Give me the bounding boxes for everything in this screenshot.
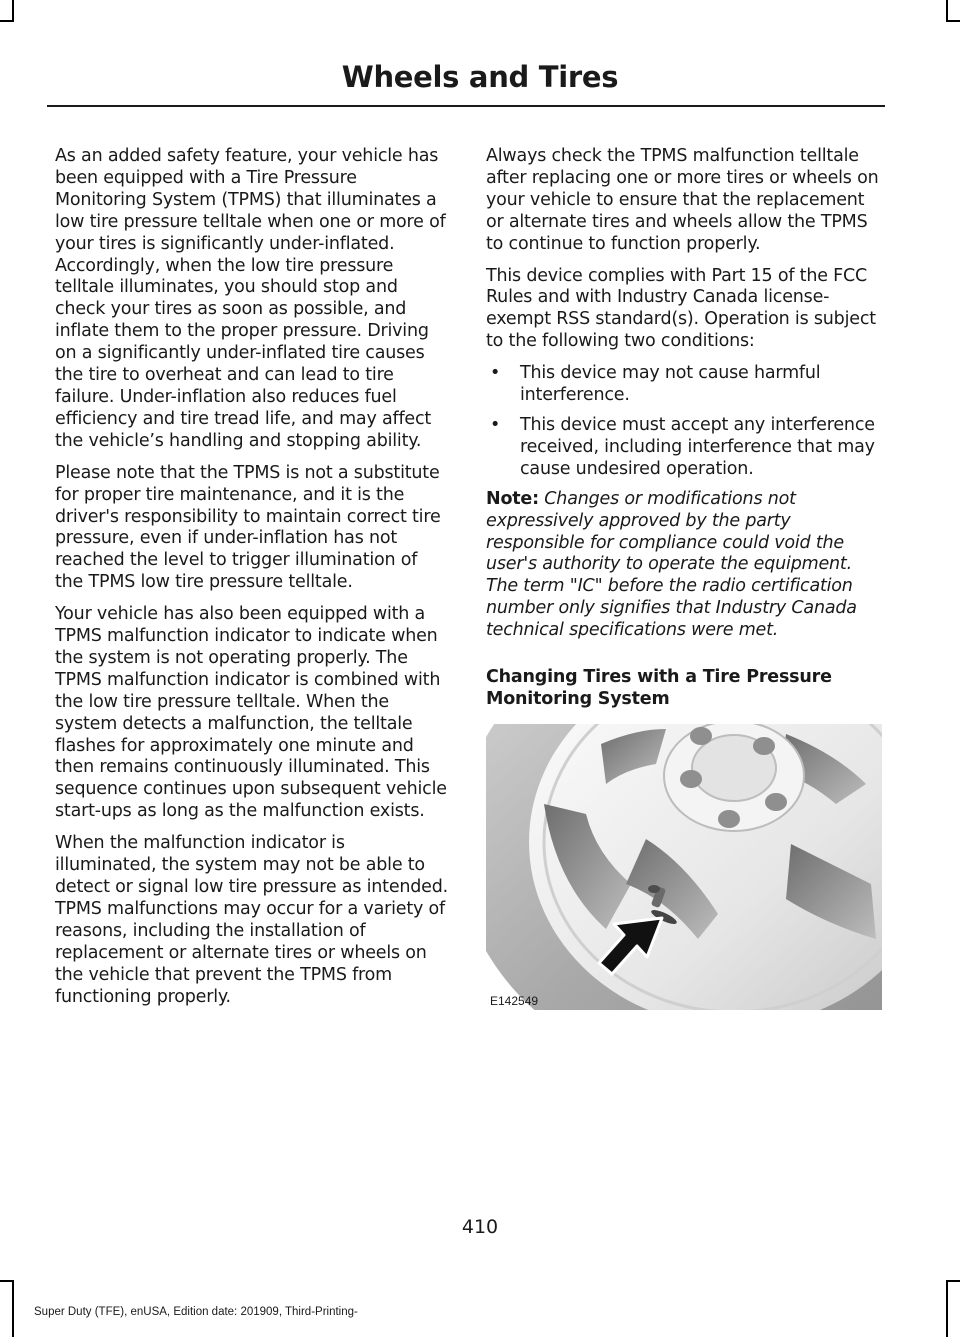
- paragraph: Your vehicle has also been equipped with a TPMS malfunction indicator to indicate when the system is not operating properly. The TPMS malfunction indicator is combined with the low tire pressure telltale. When the system detects a malfunction, the telltale flashes for approximately one minute and then remains continuously illuminated. This sequence continues upon subsequent vehicle start-ups as long as the malfunction exists.: [55, 604, 447, 822]
- note-label: Note:: [486, 488, 539, 509]
- right-column: [486, 146, 884, 1010]
- paragraph: This device complies with Part 15 of the FCC Rules and with Industry Canada license-exempt RSS standard(s). Operation is subject to the following two conditions:: [486, 265, 876, 352]
- crop-mark: [946, 0, 948, 22]
- wheel-figure: [486, 724, 882, 1010]
- header-divider: [47, 105, 885, 107]
- edition-footer: Super Duty (TFE), enUSA, Edition date: 201909, Third-Printing-: [34, 1306, 358, 1318]
- crop-mark: [0, 1280, 14, 1282]
- list-item-text: This device may not cause harmful interference.: [520, 363, 821, 406]
- bullet-list: [486, 363, 884, 481]
- list-item: [486, 363, 884, 407]
- crop-mark: [0, 20, 14, 22]
- crop-mark: [946, 1280, 948, 1337]
- list-item: [486, 415, 884, 481]
- paragraph: When the malfunction indicator is illuminated, the system may not be able to detect or signal low tire pressure as intended. TPMS malfunctions may occur for a variety of reasons, including the installation of replacement or alternate tires or wheels on the vehicle that prevent the TPMS from functioning properly.: [55, 833, 449, 1007]
- bullet-symbol: •: [490, 363, 501, 384]
- crop-mark: [12, 1280, 14, 1337]
- crop-mark: [12, 0, 14, 22]
- bullet-symbol: •: [490, 414, 501, 435]
- note: [486, 489, 884, 642]
- crop-mark: [946, 1280, 960, 1282]
- note-text: Changes or modifications not expressively approved by the party responsible for compliance could void the user's authority to operate the equipment. The term "IC" before the radio certification number only signifies that Industry Canada technical specifications were met.: [486, 488, 857, 641]
- page-number: 410: [461, 1216, 499, 1238]
- wheel-valve-stem-illustration-icon: [486, 724, 882, 1010]
- paragraph: As an added safety feature, your vehicle has been equipped with a Tire Pressure Monitoring System (TPMS) that illuminates a low tire pressure telltale when one or more of your tires is significantly under-inflated. Accordingly, when the low tire pressure telltale illuminates, you should stop and check your tires as soon as possible, and inflate them to the proper pressure. Driving on a significantly under-inflated tire causes the tire to overheat and can lead to tire failure. Under-inflation also reduces fuel efficiency and tire tread life, and may affect the vehicle’s handling and stopping ability.: [55, 146, 446, 451]
- paragraph: Please note that the TPMS is not a substitute for proper tire maintenance, and it is the driver's responsibility to maintain correct tire pressure, even if under-inflation has not reached the level to trigger illumination of the TPMS low tire pressure telltale.: [55, 462, 441, 593]
- figure-id: E142549: [490, 994, 539, 1009]
- crop-mark: [946, 20, 960, 22]
- list-item-text: This device must accept any interference received, including interference that may cause undesired operation.: [520, 414, 875, 479]
- page-title: Wheels and Tires: [341, 60, 619, 94]
- left-column: [55, 146, 450, 1018]
- paragraph: Always check the TPMS malfunction telltale after replacing one or more tires or wheels on your vehicle to ensure that the replacement or alternate tires and wheels allow the TPMS to continue to function properly.: [486, 146, 879, 254]
- section-heading: Changing Tires with a Tire Pressure Monitoring System: [486, 667, 832, 710]
